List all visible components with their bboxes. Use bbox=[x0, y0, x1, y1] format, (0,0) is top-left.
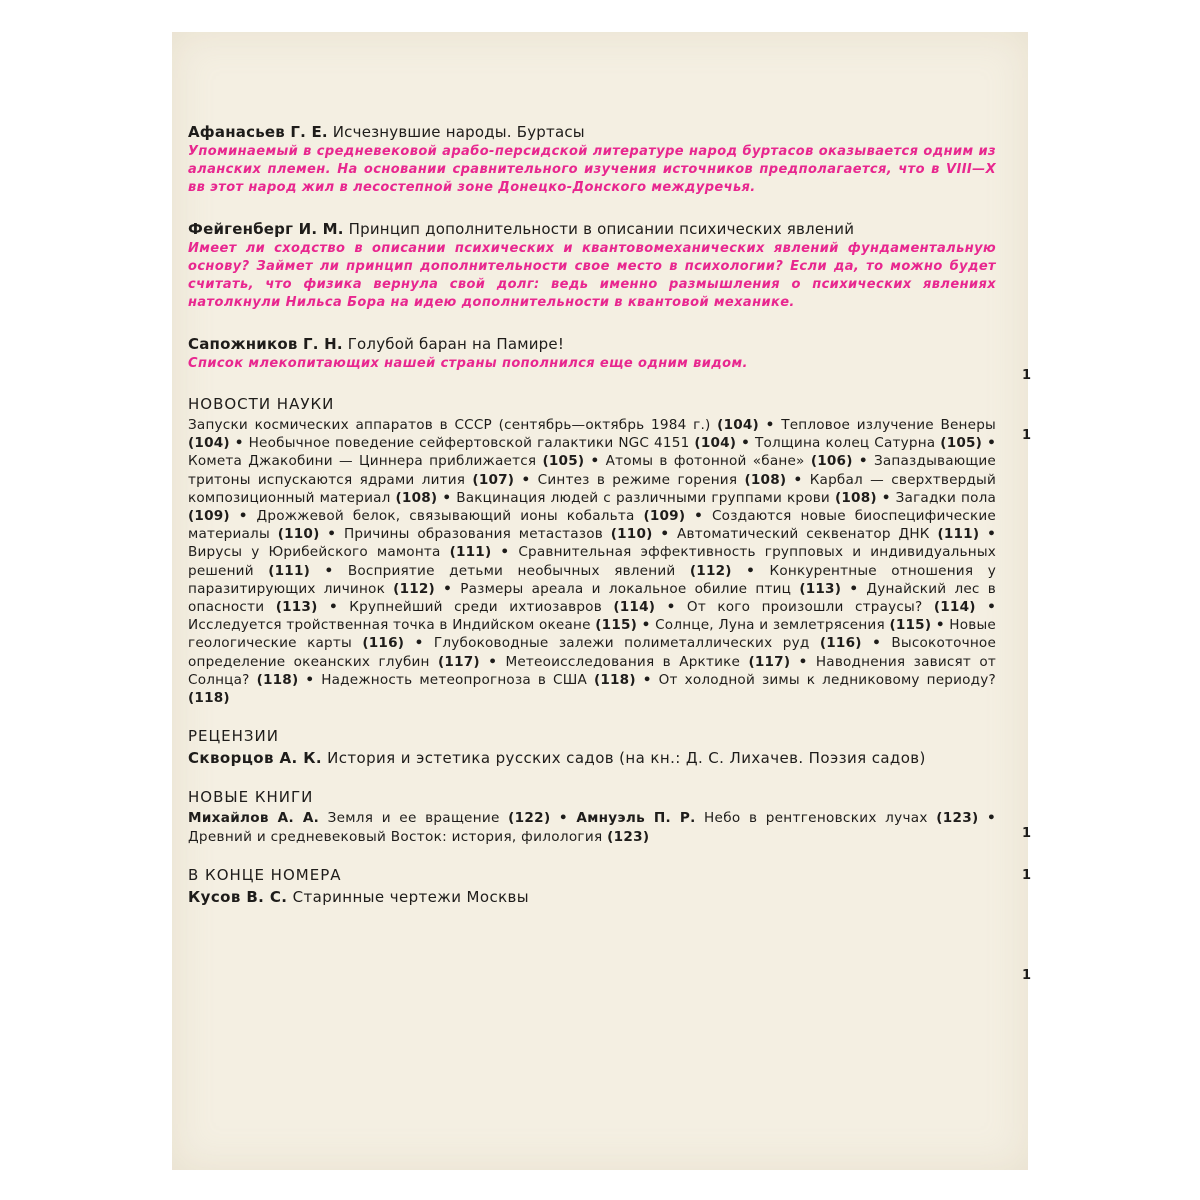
bullet-separator: • bbox=[849, 580, 859, 597]
news-item-title: Тепловое излучение Венеры bbox=[781, 417, 996, 433]
page-number-fragment: 1 bbox=[1022, 368, 1032, 383]
news-item-title: Высокоточное определение океанских глубин bbox=[188, 635, 997, 670]
news-item-page: (114) bbox=[613, 599, 656, 616]
news-item-page: (111) bbox=[449, 544, 492, 561]
article-heading bbox=[188, 122, 996, 142]
bullet-separator: • bbox=[443, 580, 453, 597]
news-item bbox=[606, 453, 853, 469]
news-item bbox=[755, 435, 982, 451]
news-item-title: Надежность метеопрогноза в США bbox=[321, 671, 587, 688]
book-title: Земля и ее вращение bbox=[327, 810, 500, 827]
news-item-page: (110) bbox=[610, 526, 653, 543]
news-item-page: (115) bbox=[889, 617, 932, 634]
news-item-title: Метеоисследования в Арктике bbox=[505, 653, 741, 670]
bullet-separator: • bbox=[327, 526, 337, 543]
news-item-title: Глубоководные залежи полиметаллических руд bbox=[433, 635, 810, 652]
bullet-separator: • bbox=[558, 810, 568, 827]
news-item-page: (104) bbox=[188, 435, 230, 452]
bullet-separator: • bbox=[328, 599, 338, 616]
news-item-page: (113) bbox=[799, 580, 842, 597]
bullet-separator: • bbox=[741, 435, 751, 452]
news-item-page: (105) bbox=[940, 435, 983, 452]
news-item-title: Толщина колец Сатурна bbox=[755, 435, 936, 452]
reviews-section bbox=[188, 727, 996, 768]
news-item bbox=[687, 599, 976, 615]
news-item-title: Загадки пола bbox=[895, 489, 997, 506]
books-section bbox=[188, 788, 996, 846]
section-heading-reviews: РЕЦЕНЗИИ bbox=[188, 727, 279, 746]
news-item-title: Конкурентные отношения у паразитирующих личинок bbox=[188, 562, 996, 597]
news-item bbox=[188, 453, 584, 469]
end-entry bbox=[188, 887, 996, 907]
article-abstract: Список млекопитающих нашей страны пополнился еще одним видом. bbox=[188, 356, 748, 371]
news-item-title: Новые геологические карты bbox=[188, 617, 996, 652]
bullet-separator: • bbox=[935, 617, 945, 634]
bullet-separator: • bbox=[305, 671, 315, 688]
page-number-fragment: 1 bbox=[1022, 968, 1032, 983]
news-item-title: От холодной зимы к ледниковому периоду? bbox=[658, 671, 996, 688]
news-item-page: (110) bbox=[277, 526, 320, 543]
bullet-separator: • bbox=[798, 653, 808, 670]
article-heading bbox=[188, 219, 996, 239]
news-item-title: Комета Джакобини — Циннера приближается bbox=[188, 453, 537, 470]
book-title: Древний и средневековый Восток: история, филология bbox=[188, 828, 603, 845]
article-author: Сапожников Г. Н. bbox=[188, 335, 343, 353]
news-item-page: (104) bbox=[694, 435, 737, 452]
news-item-page: (106) bbox=[810, 453, 853, 470]
news-item-title: Атомы в фотонной «бане» bbox=[605, 453, 805, 470]
news-item-page: (118) bbox=[256, 671, 299, 688]
news-item bbox=[344, 526, 653, 542]
review-entry bbox=[188, 748, 996, 768]
bullet-separator: • bbox=[694, 508, 704, 525]
bullet-separator: • bbox=[488, 653, 498, 670]
news-item bbox=[249, 435, 737, 451]
news-item-title: Размеры ареала и локальное обилие птиц bbox=[460, 580, 792, 597]
news-item-title: Причины образования метастазов bbox=[343, 526, 603, 543]
news-item-title: Наводнения зависят от Солнца? bbox=[188, 653, 997, 688]
bullet-separator: • bbox=[324, 562, 334, 579]
news-item-title: Сравнительная эффективность групповых и индивидуальных решений bbox=[188, 544, 997, 579]
news-item-title: Восприятие детьми необычных явлений bbox=[347, 562, 676, 579]
news-item bbox=[321, 672, 636, 688]
article-author: Афанасьев Г. Е. bbox=[188, 123, 328, 141]
news-item bbox=[538, 472, 787, 488]
book-author: Михайлов А. А. bbox=[188, 810, 320, 827]
bullet-separator: • bbox=[660, 526, 670, 543]
section-heading-books: НОВЫЕ КНИГИ bbox=[188, 788, 314, 807]
bullet-separator: • bbox=[521, 471, 531, 488]
news-item-page: (109) bbox=[188, 508, 230, 525]
news-item bbox=[505, 654, 790, 670]
bullet-separator: • bbox=[793, 471, 803, 488]
bullet-separator: • bbox=[590, 453, 600, 470]
news-item-title: Запуски космических аппаратов в СССР (сентябрь—октябрь 1984 г.) bbox=[188, 417, 711, 433]
news-item-page: (111) bbox=[268, 562, 311, 579]
book-title: Небо в рентгеновских лучах bbox=[704, 810, 928, 827]
book-page: (123) bbox=[607, 828, 650, 845]
end-author: Кусов В. С. bbox=[188, 888, 288, 907]
news-item-page: (118) bbox=[593, 671, 636, 688]
news-item bbox=[677, 526, 979, 542]
bullet-separator: • bbox=[642, 671, 652, 688]
news-item-title: Дрожжевой белок, связывающий ионы кобальта bbox=[256, 508, 635, 525]
section-heading-news: НОВОСТИ НАУКИ bbox=[188, 395, 335, 413]
article-title: Принцип дополнительности в описании психических явлений bbox=[348, 220, 855, 238]
table-of-contents bbox=[188, 122, 996, 927]
news-item bbox=[257, 508, 686, 524]
news-item-page: (104) bbox=[717, 417, 759, 433]
news-item-page: (112) bbox=[689, 562, 732, 579]
news-item bbox=[348, 563, 732, 579]
article-entry bbox=[188, 219, 996, 312]
end-section bbox=[188, 866, 996, 907]
news-item bbox=[188, 417, 759, 433]
news-item-page: (117) bbox=[748, 653, 791, 670]
news-item-title: Карбал — сверхтвердый композиционный материал bbox=[188, 471, 997, 506]
news-list bbox=[188, 416, 996, 707]
review-text: История и эстетика русских садов (на кн.: Д. С. Лихачев. Поэзия садов) bbox=[327, 749, 926, 768]
bullet-separator: • bbox=[414, 635, 424, 652]
news-item-page: (116) bbox=[362, 635, 405, 652]
news-item-title: Синтез в режиме горения bbox=[537, 471, 738, 488]
news-item-page: (117) bbox=[438, 653, 480, 670]
page-number-fragment: 1 bbox=[1022, 428, 1032, 443]
news-item-page: (116) bbox=[819, 635, 862, 652]
page-number-fragment: 1 bbox=[1022, 826, 1032, 841]
news-item-page: (113) bbox=[275, 599, 318, 616]
news-item-page: (108) bbox=[395, 489, 438, 506]
news-item-page: (108) bbox=[834, 489, 877, 506]
bullet-separator: • bbox=[641, 617, 651, 634]
bullet-separator: • bbox=[987, 599, 996, 616]
page-number-fragment: 1 bbox=[1022, 868, 1032, 883]
section-heading-end: В КОНЦЕ НОМЕРА bbox=[188, 866, 342, 885]
review-author: Скворцов А. К. bbox=[188, 749, 322, 768]
news-item-page: (107) bbox=[472, 471, 515, 488]
bullet-separator: • bbox=[234, 435, 244, 452]
article-title: Голубой баран на Памире! bbox=[347, 335, 565, 353]
bullet-separator: • bbox=[765, 417, 775, 433]
news-item-page: (108) bbox=[744, 471, 787, 488]
books-list bbox=[188, 809, 996, 846]
news-item-title: Дунайский лес в опасности bbox=[188, 580, 996, 616]
news-item bbox=[456, 490, 877, 506]
bullet-separator: • bbox=[746, 562, 756, 579]
news-item-page: (115) bbox=[595, 617, 638, 634]
article-abstract: Упоминаемый в средневековой арабо-персидской литературе народ буртасов оказывается одним из аланских племен. На основании сравнительного изучения источников предполагается, что в VIII—X вв этот народ жил в лесостепной зоне Донецко-Донского междуречья. bbox=[188, 144, 996, 195]
news-item-page: (118) bbox=[188, 690, 230, 707]
article-title: Исчезнувшие народы. Буртасы bbox=[332, 123, 585, 141]
news-section bbox=[188, 395, 996, 707]
news-item bbox=[188, 544, 491, 560]
news-item-page: (112) bbox=[393, 580, 435, 597]
news-item-title: Создаются новые биоспецифические материалы bbox=[188, 508, 996, 543]
bullet-separator: • bbox=[872, 635, 881, 652]
bullet-separator: • bbox=[858, 453, 868, 470]
news-item-page: (105) bbox=[542, 453, 585, 470]
bullet-separator: • bbox=[987, 526, 996, 543]
book-page: (123) bbox=[936, 810, 979, 827]
magazine-page bbox=[172, 32, 1028, 1170]
article-author: Фейгенберг И. М. bbox=[188, 220, 344, 238]
news-item-title: Необычное поведение сейфертовской галактики NGC 4151 bbox=[248, 435, 690, 452]
bullet-separator: • bbox=[500, 544, 510, 561]
book-page: (122) bbox=[508, 810, 551, 827]
news-item bbox=[434, 635, 862, 651]
bullet-separator: • bbox=[666, 599, 676, 616]
news-item-title: Солнце, Луна и землетрясения bbox=[655, 617, 885, 634]
news-item-title: От кого произошли страусы? bbox=[686, 599, 923, 616]
news-item bbox=[460, 581, 841, 597]
news-item bbox=[349, 599, 655, 615]
bullet-separator: • bbox=[987, 435, 996, 452]
news-item bbox=[655, 617, 931, 633]
bullet-separator: • bbox=[881, 489, 891, 506]
bullet-separator: • bbox=[238, 508, 248, 525]
article-entry bbox=[188, 334, 996, 373]
news-item-title: Исследуется тройственная точка в Индийском океане bbox=[188, 617, 591, 634]
news-item-page: (111) bbox=[937, 526, 980, 543]
news-item-title: Вирусы у Юрибейского мамонта bbox=[188, 544, 441, 561]
bullet-separator: • bbox=[442, 489, 452, 506]
news-item-title: Автоматический секвенатор ДНК bbox=[677, 526, 930, 543]
article-heading bbox=[188, 334, 996, 354]
news-item bbox=[188, 617, 637, 633]
end-text: Старинные чертежи Москвы bbox=[292, 888, 530, 907]
news-item-page: (114) bbox=[933, 599, 976, 616]
news-item-title: Запаздывающие тритоны испускаются ядрами лития bbox=[188, 453, 996, 488]
article-abstract: Имеет ли сходство в описании психических и квантовомеханических явлений фундаментальную основу? Займет ли принцип дополнительности свое место в психологии? Если да, то можно будет считать, что физика вернула свой долг: ведь именно размышления о психических явлениях натолкнули Нильса Бора на идею дополнительности в квантовой механике. bbox=[188, 241, 996, 310]
news-item-title: Вакцинация людей с различными группами крови bbox=[456, 489, 830, 506]
bullet-separator: • bbox=[987, 810, 996, 827]
article-entry bbox=[188, 122, 996, 197]
news-item-page: (109) bbox=[643, 508, 686, 525]
news-item-title: Крупнейший среди ихтиозавров bbox=[349, 599, 602, 616]
book-author: Амнуэль П. Р. bbox=[576, 810, 696, 827]
